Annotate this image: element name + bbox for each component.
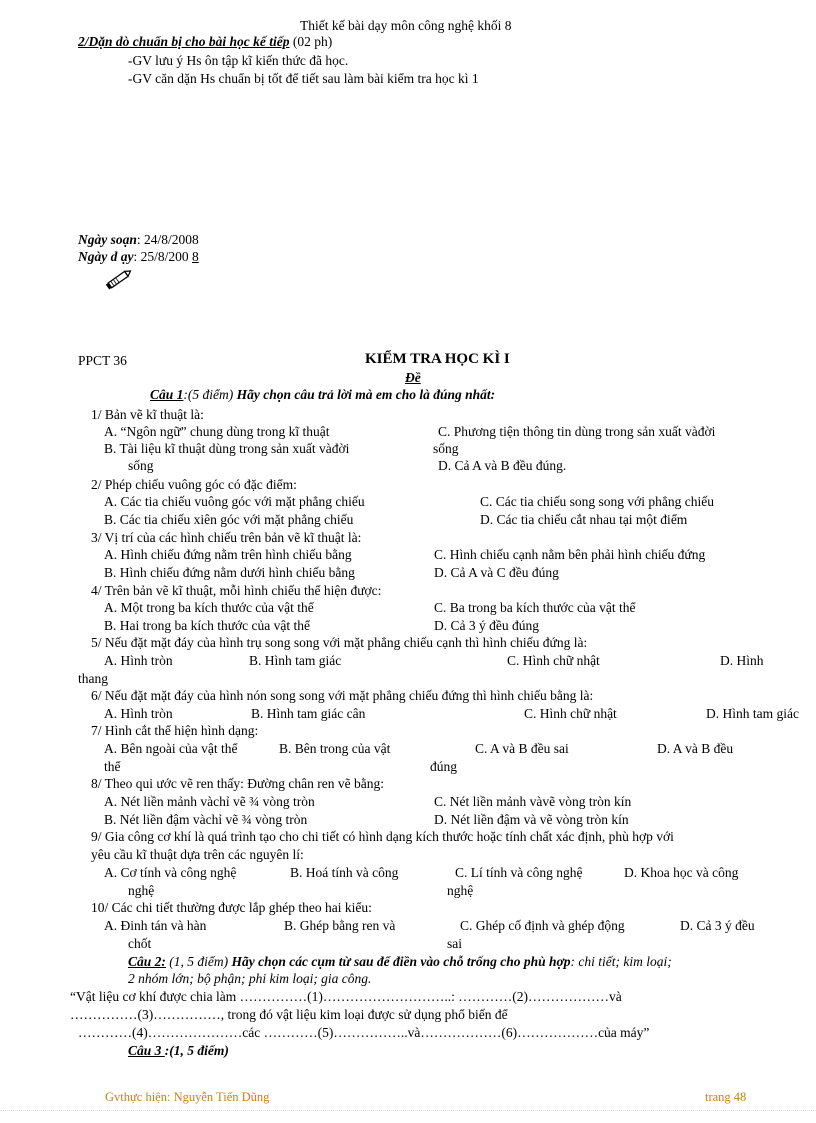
date-soan (78, 231, 199, 248)
footer-divider (0, 1110, 816, 1111)
q8-option-d: D. Nét liền đậm và vẽ vòng tròn kín (434, 812, 629, 827)
cau1-points: :(5 điểm) (183, 387, 234, 402)
cau2-label: Câu 2: (128, 954, 166, 969)
q5-option-d: D. Hình (720, 653, 764, 668)
ppct-label: PPCT 36 (78, 353, 127, 368)
cau2-fill-line-1: “Vật liệu cơ khí được chia làm ……………(1)………………………..: …………(2)………………và (70, 989, 622, 1004)
date-day-label: Ngày d ạy (78, 249, 134, 264)
q7-stem: 7/ Hình cắt thể hiện hình dạng: (91, 723, 259, 738)
q10-option-a-cont: chốt (128, 936, 152, 951)
q6-option-c: C. Hình chữ nhật (524, 706, 617, 721)
page-header-title: Thiết kế bài dạy môn công nghệ khối 8 (300, 18, 512, 33)
q7-option-b: B. Bên trong của vật (279, 741, 391, 756)
date-soan-value: : 24/8/2008 (136, 232, 199, 247)
q5-option-a: A. Hình tròn (104, 653, 173, 668)
q8-option-b: B. Nét liền đậm vàchỉ vẽ ¾ vòng tròn (104, 812, 308, 827)
q5-stem: 5/ Nếu đặt mặt đáy của hình trụ song song với mặt phẳng chiếu cạnh thì hình chiếu đứng là: (91, 635, 588, 650)
q1-stem: 1/ Bản vẽ kĩ thuật là: (91, 407, 204, 422)
cau3-heading (128, 1042, 229, 1059)
q4-option-a: A. Một trong ba kích thước của vật thể (104, 600, 314, 615)
q6-option-b: B. Hình tam giác cân (251, 706, 366, 721)
q9-option-a: A. Cơ tính và công nghệ (104, 865, 237, 880)
pencil-icon (105, 268, 133, 294)
q5-option-d-cont: thang (78, 671, 108, 686)
exam-title: KIỂM TRA HỌC KÌ I (365, 351, 510, 367)
q10-option-b-cont: sai (447, 936, 462, 951)
q1-option-b-cont: sống (128, 458, 154, 473)
q6-option-d: D. Hình tam giác (706, 706, 799, 721)
q1-option-d: D. Cả A và B đều đúng. (438, 458, 567, 473)
cau3-label: Câu 3 (128, 1043, 165, 1058)
q8-option-c: C. Nét liền mảnh vàvẽ vòng tròn kín (434, 794, 632, 809)
q6-stem: 6/ Nếu đặt mặt đáy của hình nón song song với mặt phẳng chiếu đứng thì hình chiếu bằng là: (91, 688, 594, 703)
q4-option-b: B. Hai trong ba kích thước của vật thể (104, 618, 311, 633)
q6-option-a: A. Hình tròn (104, 706, 173, 721)
q10-option-c: C. Ghép cố định và ghép động (460, 918, 625, 933)
date-day-value: : 25/8/200 (133, 249, 192, 264)
q10-option-b: B. Ghép bằng ren và (284, 918, 396, 933)
q3-option-a: A. Hình chiếu đứng nằm trên hình chiếu bằng (104, 547, 352, 562)
q2-option-c: C. Các tia chiếu song song với phẳng chiếu (480, 494, 714, 509)
q1-option-b: B. Tài liệu kĩ thuật dùng trong sản xuất vàđời (104, 441, 350, 456)
q9-option-d-cont: nghệ (447, 883, 474, 898)
q8-option-a: A. Nét liền mảnh vàchỉ vẽ ¾ vòng tròn (104, 794, 315, 809)
q9-option-b: B. Hoá tính và công (290, 865, 399, 880)
cau1-label: Câu 1 (150, 387, 184, 402)
date-day (78, 248, 199, 265)
cau2-fill-line-3: …………(4)…………………các …………(5)……………..và………………(6)………………của máy” (78, 1025, 650, 1040)
q7-option-c: C. A và B đều sai (475, 741, 569, 756)
cau3-points: :(1, 5 điểm) (164, 1043, 229, 1058)
section2-line-2: -GV căn dặn Hs chuẩn bị tốt để tiết sau làm bài kiểm tra học kì 1 (128, 71, 479, 86)
q5-option-b: B. Hình tam giác (249, 653, 342, 668)
q3-stem: 3/ Vị trí của các hình chiếu trên bản vẽ kĩ thuật là: (91, 530, 362, 545)
q3-option-d: D. Cả A và C đều đúng (434, 565, 559, 580)
date-day-value-tail: 8 (192, 249, 199, 264)
q2-stem: 2/ Phép chiếu vuông góc có đặc điểm: (91, 477, 297, 492)
cau1-instruction: Hãy chọn câu trả lời mà em cho là đúng nhất: (233, 387, 496, 402)
q2-option-d: D. Các tia chiếu cắt nhau tại một điểm (480, 512, 688, 527)
q9-stem-cont: yêu cầu kĩ thuật dựa trên các nguyên lí: (91, 847, 304, 862)
q7-option-a-cont: thể (104, 759, 121, 774)
q8-stem: 8/ Theo qui ước vẽ ren thấy: Đường chân ren vẽ bằng: (91, 776, 384, 791)
q1-option-c: C. Phương tiện thông tin dùng trong sản xuất vàđời (438, 424, 716, 439)
q10-option-d: D. Cả 3 ý đều (680, 918, 755, 933)
q9-option-c: C. Lí tính và công nghệ (455, 865, 583, 880)
footer-author: Gvthực hiện: Nguyễn Tiến Dũng (105, 1090, 270, 1104)
exam-subtitle: Đề (405, 370, 421, 385)
q5-option-c: C. Hình chữ nhật (507, 653, 600, 668)
section2-line-1: -GV lưu ý Hs ôn tập kĩ kiến thức đã học. (128, 53, 349, 68)
q2-option-b: B. Các tia chiếu xiên góc với mặt phẳng chiếu (104, 512, 354, 527)
q4-option-c: C. Ba trong ba kích thước của vật thể (434, 600, 636, 615)
cau2-words-cont: 2 nhóm lớn; bộ phận; phi kim loại; gia công. (128, 971, 372, 986)
cau2-instruction: Hãy chọn các cụm từ sau để điền vào chỗ trống cho phù hợp (228, 954, 571, 969)
cau2-fill-line-2: ……………(3)……………, trong đó vật liệu kim loại được sử dụng phổ biến để (70, 1007, 508, 1022)
q10-option-a: A. Đinh tán và hàn (104, 918, 207, 933)
q10-stem: 10/ Các chi tiết thường được lắp ghép theo hai kiểu: (91, 900, 372, 915)
q9-option-b-cont: nghệ (128, 883, 155, 898)
q9-stem: 9/ Gia công cơ khí là quá trình tạo cho chi tiết có hình dạng kích thước hoặc tính chất xác định, phù hợp với (91, 829, 674, 844)
cau1-heading (150, 386, 495, 403)
q1-option-a: A. “Ngôn ngữ” chung dùng trong kĩ thuật (104, 424, 330, 439)
section2-time: (02 ph) (289, 34, 333, 49)
q4-stem: 4/ Trên bản vẽ kĩ thuật, mỗi hình chiếu thể hiện được: (91, 583, 382, 598)
footer-page-number: trang 48 (705, 1090, 747, 1104)
q7-option-d: D. A và B đều (657, 741, 734, 756)
q2-option-a: A. Các tia chiếu vuông góc với mặt phẳng chiếu (104, 494, 365, 509)
q3-option-c: C. Hình chiếu cạnh nằm bên phải hình chiếu đứng (434, 547, 706, 562)
cau2-points: (1, 5 điểm) (165, 954, 229, 969)
q1-option-c-cont: sống (433, 441, 459, 456)
q4-option-d: D. Cả 3 ý đều đúng (434, 618, 539, 633)
cau2-words: : chi tiết; kim loại; (570, 954, 672, 969)
section2-heading: 2/Dặn dò chuẩn bị cho bài học kế tiếp (78, 34, 290, 49)
q3-option-b: B. Hình chiếu đứng nằm dưới hình chiếu bằng (104, 565, 355, 580)
section2-heading-line (78, 33, 332, 50)
date-soan-label: Ngày soạn (78, 232, 137, 247)
q7-option-d-cont: đúng (430, 759, 457, 774)
q7-option-a: A. Bên ngoài của vật thể (104, 741, 238, 756)
q9-option-d: D. Khoa học và công (624, 865, 739, 880)
cau2-heading (128, 953, 672, 970)
